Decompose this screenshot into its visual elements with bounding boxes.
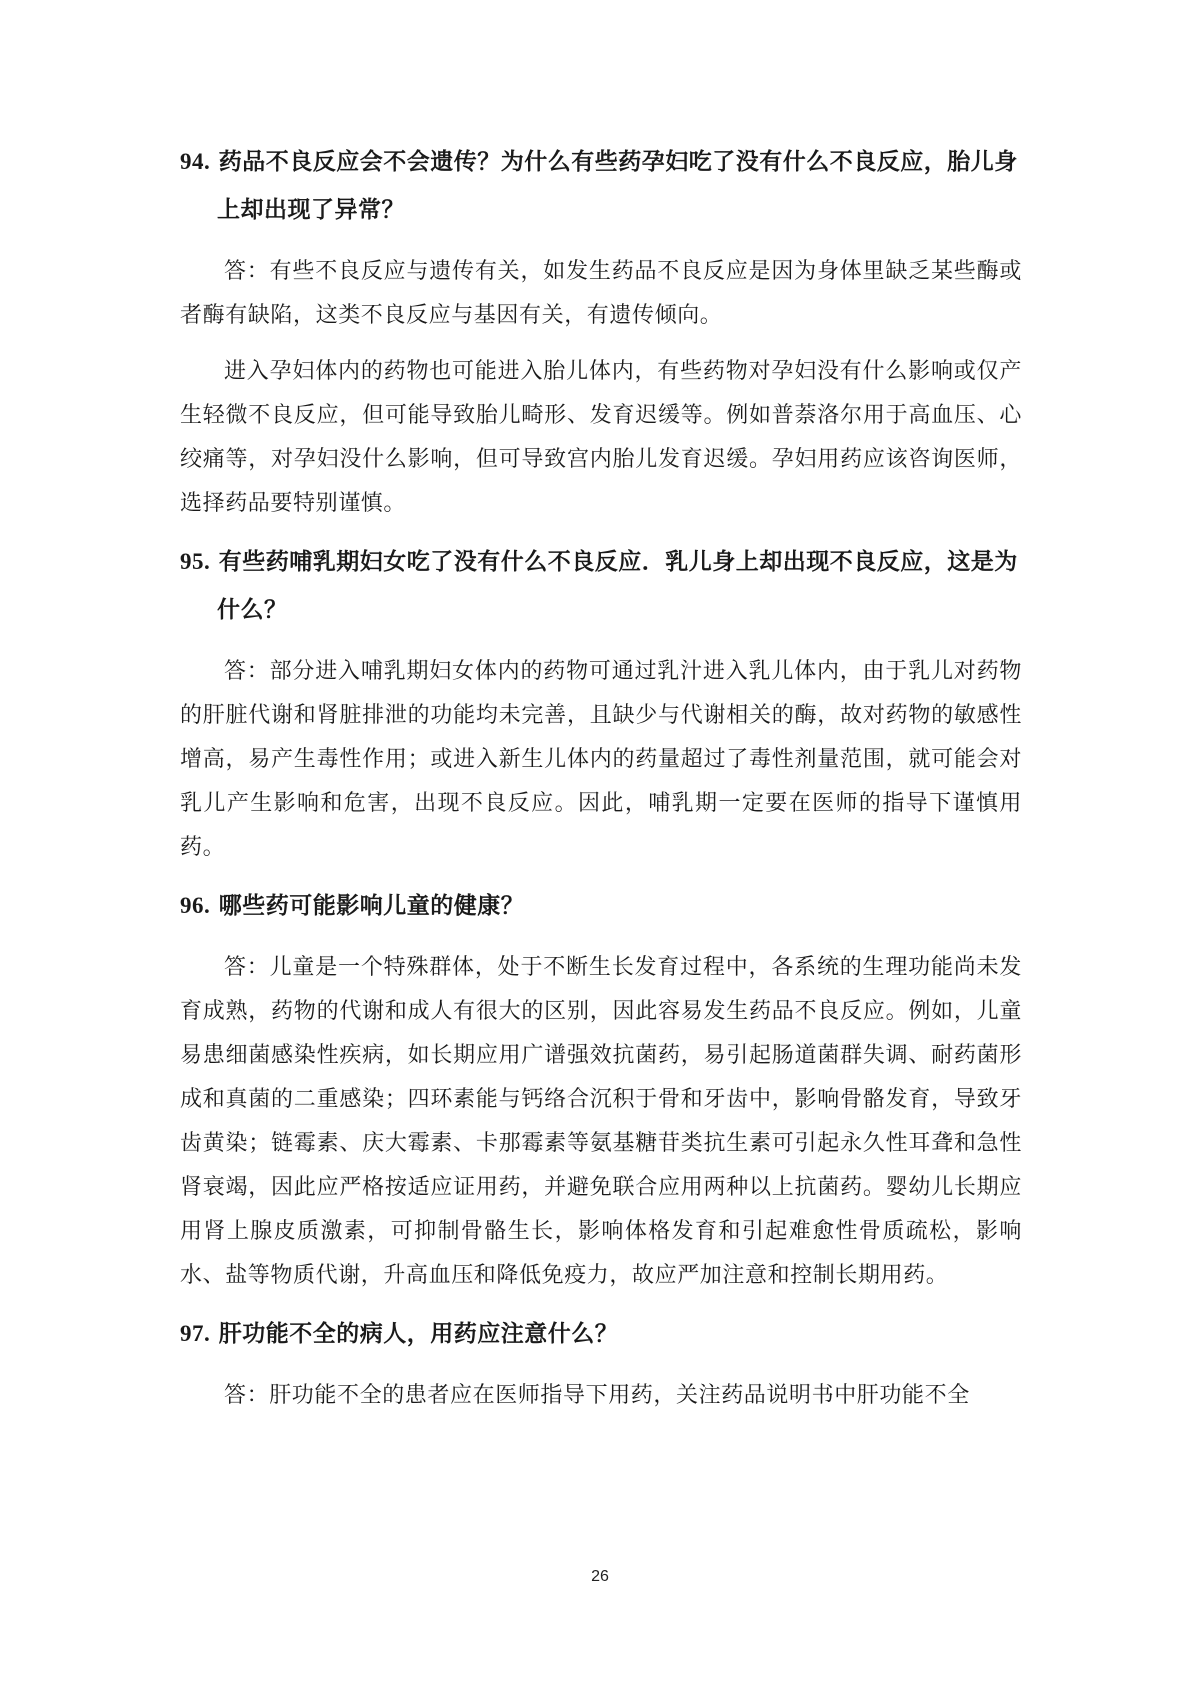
- qa-item-96: [180, 882, 1022, 1298]
- question-text: 有些药哺乳期妇女吃了没有什么不良反应．乳儿身上却出现不良反应，这是为什么？: [217, 549, 1018, 623]
- answer-paragraph: 进入孕妇体内的药物也可能进入胎儿体内，有些药物对孕妇没有什么影响或仅产生轻微不良反应，但可能导致胎儿畸形、发育迟缓等。例如普萘洛尔用于高血压、心绞痛等，对孕妇没什么影响，但可导致宫内胎儿发育迟缓。孕妇用药应该咨询医师，选择药品要特别谨慎。: [180, 359, 1022, 516]
- question-heading: [180, 538, 1022, 634]
- answer-paragraph: 答：有些不良反应与遗传有关，如发生药品不良反应是因为身体里缺乏某些酶或者酶有缺陷，这类不良反应与基因有关，有遗传倾向。: [180, 259, 1022, 328]
- answer-paragraph: 答：儿童是一个特殊群体，处于不断生长发育过程中，各系统的生理功能尚未发育成熟，药物的代谢和成人有很大的区别，因此容易发生药品不良反应。例如，儿童易患细菌感染性疾病，如长期应用广谱强效抗菌药，易引起肠道菌群失调、耐药菌形成和真菌的二重感染；四环素能与钙络合沉积于骨和牙齿中，影响骨骼发育，导致牙齿黄染；链霉素、庆大霉素、卡那霉素等氨基糖苷类抗生素可引起永久性耳聋和急性肾衰竭，因此应严格按适应证用药，并避免联合应用两种以上抗菌药。婴幼儿长期应用肾上腺皮质激素，可抑制骨骼生长，影响体格发育和引起难愈性骨质疏松，影响水、盐等物质代谢，升高血压和降低免疫力，故应严加注意和控制长期用药。: [180, 955, 1022, 1288]
- answer-paragraph: 答：肝功能不全的患者应在医师指导下用药，关注药品说明书中肝功能不全: [224, 1383, 970, 1408]
- question-text: 药品不良反应会不会遗传？为什么有些药孕妇吃了没有什么不良反应，胎儿身上却出现了异常？: [217, 149, 1018, 223]
- question-heading: [180, 1310, 1022, 1358]
- question-number: 96.: [180, 893, 211, 918]
- answer-paragraph: 答：部分进入哺乳期妇女体内的药物可通过乳汁进入乳儿体内，由于乳儿对药物的肝脏代谢和肾脏排泄的功能均未完善，且缺少与代谢相关的酶，故对药物的敏感性增高，易产生毒性作用；或进入新生儿体内的药量超过了毒性剂量范围，就可能会对乳儿产生影响和危害，出现不良反应。因此，哺乳期一定要在医师的指导下谨慎用药。: [180, 659, 1022, 860]
- question-number: 94.: [180, 149, 211, 174]
- question-number: 97.: [180, 1321, 211, 1346]
- question-number: 95.: [180, 549, 211, 574]
- page-number: 26: [591, 1568, 609, 1585]
- question-heading: [180, 882, 1022, 930]
- question-text: 哪些药可能影响儿童的健康？: [218, 893, 525, 919]
- qa-item-97: [180, 1310, 1022, 1418]
- qa-item-95: [180, 538, 1022, 870]
- question-heading: [180, 138, 1022, 234]
- question-text: 肝功能不全的病人，用药应注意什么？: [218, 1321, 619, 1347]
- qa-item-94: [180, 138, 1022, 526]
- document-body: [180, 138, 1022, 1430]
